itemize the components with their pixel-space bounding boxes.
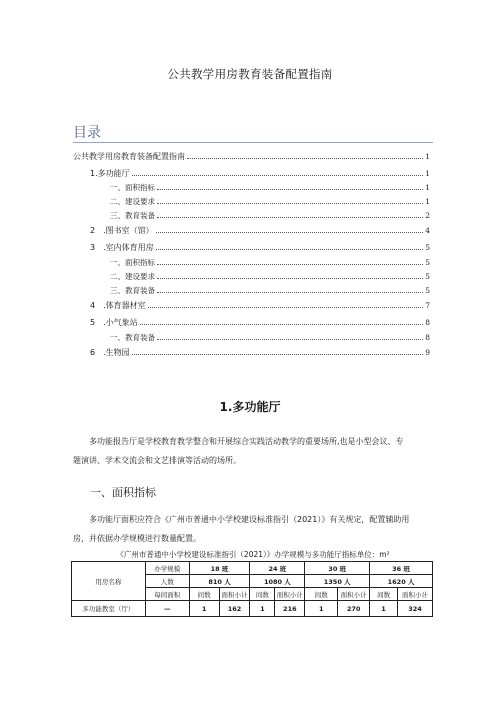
toc-leader bbox=[156, 249, 424, 250]
toc-entry[interactable] bbox=[90, 242, 430, 253]
toc-entry[interactable] bbox=[110, 257, 430, 268]
toc-entry-text: 三、教育装备 bbox=[110, 211, 155, 220]
toc-entry-page: 1 bbox=[425, 197, 430, 206]
toc-entry-page: 7 bbox=[425, 301, 430, 310]
area-subtotal-header: 面积小计 bbox=[219, 588, 250, 601]
toc-entry-text: 三、教育装备 bbox=[110, 286, 155, 295]
value-cell: 1 bbox=[250, 601, 275, 617]
toc-leader bbox=[157, 217, 423, 218]
people-18: 810 人 bbox=[189, 575, 250, 588]
intro-paragraph bbox=[73, 432, 433, 470]
value-cell: 216 bbox=[275, 601, 305, 617]
toc-entry[interactable] bbox=[90, 317, 430, 328]
toc-leader bbox=[157, 292, 423, 293]
spec-table bbox=[71, 561, 433, 617]
toc-entry-text: 1.多功能厅 bbox=[90, 169, 130, 178]
toc-entry-text: 一、面积指标 bbox=[110, 183, 155, 192]
value-cell: 270 bbox=[338, 601, 370, 617]
scale-label: 办学规模 bbox=[145, 562, 189, 575]
area-per-room-label: 每间面积 bbox=[145, 588, 189, 601]
class-24-header: 24 班 bbox=[250, 562, 305, 575]
people-30: 1350 人 bbox=[305, 575, 370, 588]
toc-leader bbox=[157, 264, 423, 265]
toc-entry[interactable] bbox=[110, 271, 430, 282]
toc-entry-page: 1 bbox=[425, 152, 430, 161]
value-cell: 1 bbox=[305, 601, 338, 617]
toc-entry[interactable] bbox=[110, 196, 430, 207]
toc-entry-page: 1 bbox=[425, 169, 430, 178]
toc-entry[interactable] bbox=[110, 285, 430, 296]
toc-leader bbox=[157, 203, 423, 204]
subsection-title: 一、面积指标 bbox=[90, 486, 156, 499]
toc-entry[interactable] bbox=[110, 332, 430, 343]
body-paragraph bbox=[73, 510, 433, 548]
toc-entry-page: 1 bbox=[425, 183, 430, 192]
value-cell: 324 bbox=[398, 601, 433, 617]
toc-entry-page: 5 bbox=[425, 286, 430, 295]
toc-entry-page: 5 bbox=[425, 243, 430, 252]
toc-entry[interactable] bbox=[90, 168, 430, 179]
section-title: 1.多功能厅 bbox=[219, 400, 281, 414]
toc-entry-text: 一、面积指标 bbox=[110, 258, 155, 267]
value-cell: 1 bbox=[370, 601, 398, 617]
area-subtotal-header: 面积小计 bbox=[398, 588, 433, 601]
toc-leader bbox=[156, 232, 424, 233]
count-header: 间数 bbox=[250, 588, 275, 601]
class-30-header: 30 班 bbox=[305, 562, 370, 575]
room-name-cell: 多功能教室（厅） bbox=[72, 601, 146, 617]
toc-entry[interactable] bbox=[73, 151, 430, 162]
per-room-cell: — bbox=[145, 601, 189, 617]
value-cell: 1 bbox=[189, 601, 219, 617]
people-36: 1620 人 bbox=[370, 575, 433, 588]
toc-entry-page: 5 bbox=[425, 272, 430, 281]
count-header: 间数 bbox=[370, 588, 398, 601]
toc-entry-text: 一、教育装备 bbox=[110, 333, 155, 342]
toc-leader bbox=[132, 175, 424, 176]
toc-entry[interactable] bbox=[90, 225, 430, 236]
toc-leader bbox=[187, 158, 423, 159]
count-header: 间数 bbox=[189, 588, 219, 601]
toc-entry-page: 9 bbox=[425, 348, 430, 357]
paragraph-line: 房，并依据办学规模进行数量配置。 bbox=[73, 534, 201, 543]
toc-entry[interactable] bbox=[110, 210, 430, 221]
people-label: 人数 bbox=[145, 575, 189, 588]
toc-entry-page: 5 bbox=[425, 258, 430, 267]
toc-entry-page: 8 bbox=[425, 333, 430, 342]
paragraph-line: 多功能报告厅是学校教育教学整合和开展综合实践活动教学的重要场所,也是小型会议、专 bbox=[89, 437, 404, 446]
toc-entry-text: 公共教学用房教育装备配置指南 bbox=[73, 152, 185, 161]
class-18-header: 18 班 bbox=[189, 562, 250, 575]
paragraph-line: 多功能厅面积应符合《广州市普通中小学校建设标准指引（2021）》有关规定，配置辅助用 bbox=[89, 515, 410, 524]
area-subtotal-header: 面积小计 bbox=[338, 588, 370, 601]
toc-entry-text: 二、建设要求 bbox=[110, 197, 155, 206]
toc-entry-text: 4 .体育器材室 bbox=[90, 301, 146, 310]
toc-leader bbox=[157, 339, 423, 340]
toc-entry-page: 2 bbox=[425, 211, 430, 220]
toc-leader bbox=[132, 354, 424, 355]
count-header: 间数 bbox=[305, 588, 338, 601]
toc-entry-text: 二、建设要求 bbox=[110, 272, 155, 281]
toc-entry[interactable] bbox=[90, 347, 430, 358]
table-caption: 《广州市普通中小学校建设标准指引（2021）》办学规模与多功能厅指标单位：m² bbox=[116, 550, 390, 559]
toc-leader bbox=[157, 189, 423, 190]
toc-entry-text: 6 .生物园 bbox=[90, 348, 130, 357]
value-cell: 162 bbox=[219, 601, 250, 617]
toc-entry-text: 2 .图书室（馆） bbox=[90, 226, 154, 235]
toc-entry-page: 8 bbox=[425, 318, 430, 327]
paragraph-line: 题演讲、学术交流会和文艺排演等活动的场所。 bbox=[73, 456, 241, 465]
toc-entry-page: 4 bbox=[425, 226, 430, 235]
area-subtotal-header: 面积小计 bbox=[275, 588, 305, 601]
people-24: 1080 人 bbox=[250, 575, 305, 588]
toc-entry[interactable] bbox=[90, 300, 430, 311]
toc-leader bbox=[157, 278, 423, 279]
room-name-header: 用房名称 bbox=[72, 562, 146, 601]
toc-divider bbox=[73, 142, 433, 143]
toc-leader bbox=[148, 307, 424, 308]
toc-leader bbox=[140, 324, 424, 325]
toc-heading: 目录 bbox=[73, 125, 101, 141]
toc-entry[interactable] bbox=[110, 182, 430, 193]
toc-entry-text: 5 .小气象站 bbox=[90, 318, 138, 327]
toc-entry-text: 3 .室内体育用房 bbox=[90, 243, 154, 252]
document-title: 公共教学用房教育装备配置指南 bbox=[167, 67, 333, 81]
class-36-header: 36 班 bbox=[370, 562, 433, 575]
